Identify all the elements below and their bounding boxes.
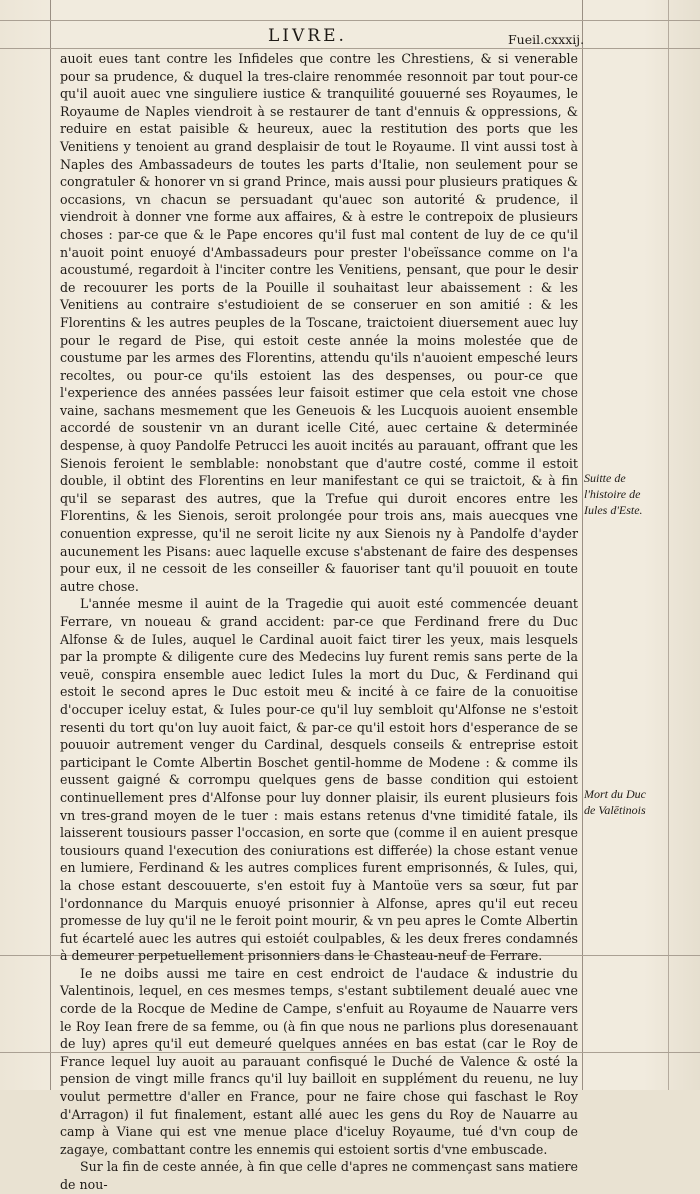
margin-note-valentinois: Mort du Duc de Valētinois [584, 787, 646, 817]
margin-note-iules: Suitte de l'histoire de Iules d'Este. [584, 471, 643, 517]
paragraph: auoit eues tant contre les Infideles que contre les Chrestiens, & si venerable pour sa prudence, & duquel la tres-claire renommée resonnoit par tout pour-ce qu'il auoit auec vne singuliere iustice & tranquilité gouuerné ses Royaumes, le Royaume de Naples viendroit à se restaurer de tant d'ennuis & oppressions, & reduire en estat paisible & heureux, auec la restitution des ports que les Venitiens y tenoient au grand desplaisir de tout le Royaume. Il vint aussi tost à Naples des Ambassadeurs de toutes les parts d'Italie, non seulement pour se congratuler & honorer vn si grand Prince, mais aussi pour plusieurs pratiques & occasions, vn chacun se persuadant qu'auec son autorité & prudence, il viendroit à donner vne forme aux affaires, & à estre le contrepoix de plusieurs choses : par-ce que & le Pape encores qu'il fust mal content de luy de ce qu'il n'auoit point enuoyé d'Ambassadeurs pour prester l'obeïssance comme on l'a acoustumé, regardoit à l'inciter contre les Venitiens, pensant, que pour le desir de recouurer les ports de la Pouille il souhaitast leur abaissement : & les Venitiens au contraire s'estudioient de se conseruer en son amitié : & les Florentins & les autres peuples de la Toscane, traictoient diuersement auec luy pour le regard de Pise, qui estoit ceste année la moins molestée que de coustume par les armes des Florentins, attendu qu'ils n'auoient empesché leurs recoltes, ou pour-ce qu'ils estoient las des despenses, ou pour-ce que l'experience des années passées leur faisoit estimer que cela estoit vne chose vaine, sachans mesmement que les Geneuois & les Lucquois auoient ensemble accordé de soustenir vn an durant icelle Cité, auec certaine & determinée despense, à quoy Pandolfe Petrucci les auoit incités au parauant, offrant que les Sienois feroient le semblable: nonobstant que d'autre costé, comme il estoit double, il obtint des Florentins en leur manifestant ce qui se traictoit, & à fin qu'il se separast des autres, que la Trefue qui duroit encores entre les Florentins, & les Sienois, seroit prolongée pour trois ans, mais auecques vne conuention expresse, qu'il ne seroit licite ny aux Sienois ny à Pandolfe d'ayder aucunement les Pisans: auec laquelle excuse s'abstenant de faire des despenses pour eux, il ne cessoit de les conseiller & fauoriser tant qu'il pouuoit en toute autre chose. [60, 51, 578, 594]
top-rule [0, 20, 700, 21]
paragraph: Sur la fin de ceste année, à fin que celle d'apres ne commençast sans matiere de nou- [60, 1159, 578, 1192]
outer-rule [668, 0, 669, 1090]
right-rule [582, 0, 583, 1090]
body-text [60, 50, 578, 1194]
paragraph: Ie ne doibs aussi me taire en cest endroict de l'audace & industrie du Valentinois, lequel, en ces mesmes temps, s'estant subtilement deualé auec vne corde de la Rocque de Medine de Campe, s'enfuit au Royaume de Nauarre vers le Roy Iean frere de sa femme, ou (à fin que nous ne parlions plus doresenauant de luy) apres qu'il eut demeuré quelques années en bas estat (car le Roy de France lequel luy auoit au parauant confisqué le Duché de Valence & osté la pension de vingt mille francs qu'il luy bailloit en supplément du reuenu, ne luy voulut permettre d'aller en France, pour ne faire chose qui faschast le Roy d'Arragon) il fut finalement, estant allé auec les gens du Roy de Nauarre au camp à Viane qui est vne menue place d'iceluy Royaume, tué d'vn coup de zagaye, combattant contre les ennemis qui estoient sortis d'vne embuscade. [60, 965, 578, 1157]
running-head: LIVRE. [268, 26, 347, 46]
header-rule [0, 48, 700, 49]
folio-number: Fueil.cxxxij. [508, 32, 585, 47]
paragraph: L'année mesme il auint de la Tragedie qui auoit esté commencée deuant Ferrare, vn noueau & grand accident: par-ce que Ferdinand frere du Duc Alfonse & de Iules, auquel le Cardinal auoit faict tirer les yeux, mais lesquels par la prompte & diligente cure des Medecins luy furent remis sans perte de la veuë, conspira ensemble auec ledict Iules la mort du Duc, & Ferdinand qui estoit le second apres le Duc estoit meu & incité à ce faire de la conuoitise d'occuper iceluy estat, & Iules pour-ce qu'il luy sembloit qu'Alfonse ne s'estoit resenti du tort qu'on luy auoit faict, & par-ce qu'il estoit hors d'esperance de se pouuoir autrement venger du Cardinal, desquels conseils & entreprise estoit participant le Comte Albertin Boschet gentil-homme de Modene : & comme ils eussent gaigné & corrompu quelques gens de basse condition qui estoient continuellement pres d'Alfonse pour luy donner plaisir, ils eurent plusieurs fois vn tres-grand moyen de le tuer : mais estans retenus d'vne timidité fatale, ils laisserent tousiours passer l'occasion, en sorte que (comme il en auient presque tousiours quand l'execution des coniurations est differée) la chose estant venue en lumiere, Ferdinand & les autres complices furent emprisonnés, & Iules, qui, la chose estant descouuerte, s'en estoit fuy à Mantoüe vers sa sœur, fut par l'ordonnance du Marquis enuoyé prisonnier à Alfonse, apres qu'il eut receu promesse de luy qu'il ne le feroit point mourir, & vn peu apres le Comte Albertin fut écartelé auec les autres qui estoiét coulpables, & les deux freres condamnés à demeurer perpetuellement prisonniers dans le Chasteau-neuf de Ferrare. [60, 596, 578, 964]
left-rule [50, 0, 51, 1090]
